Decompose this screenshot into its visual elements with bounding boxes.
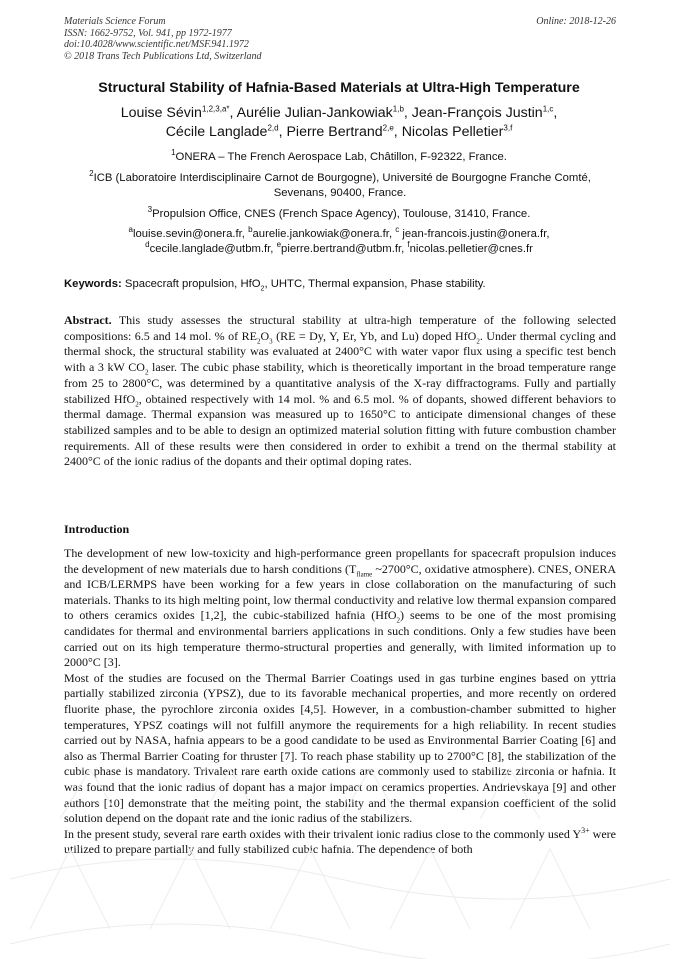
copyright-line: © 2018 Trans Tech Publications Ltd, Switzerland <box>64 50 262 62</box>
email[interactable]: jean-francois.justin@onera.fr, <box>399 228 550 240</box>
email-list: $^a$louise.sevin@onera.fr, $^b$aurelie.jankowiak@onera.fr, $^c$ jean-francois.justin@onera.fr, $^d$cecile.langlade@utbm.fr, $^e$pierre.bertrand@utbm.fr, $^f$nicolas.pelletier@cnes.fr <box>128 225 550 255</box>
abstract-label: Abstract. <box>64 313 112 327</box>
citation-block <box>64 16 262 62</box>
doi-line: doi:10.4028/www.scientific.net/MSF.941.1972 <box>64 39 249 50</box>
paragraph: Most of the studies are focused on the Thermal Barrier Coatings used in gas turbine engines based on yttria partially stabilized zirconia (YPSZ), due to its favorable mechanical properties, and more recently on ordered fluorite phase, the pyrochlore zirconia oxides [4,5]. However, in a combustion-chamber submitted to higher temperatures, YPSZ coatings will not fulfill anymore the requirements for a high reliability. In recent studies carried out by NASA, hafnia appears to be a good candidate to be used as Environmental Barrier Coating [6] and also as Thermal Barrier Coating for thruster [7]. To reach phase stability up to 2700°C [8], the stabilization of the cubic phase is mandatory. Trivalent rare earth oxide cations are commonly used to stabilize zirconia or hafnia. It was found that the ionic radius of dopant has a major impact on ceramics properties. Andrievskaya [9] and other authors [10] demonstrate that the melting point, the stability and the thermal expansion coefficient of the solid solution depend on the dopant rate and the ionic radius of the stabilizers. <box>64 670 616 826</box>
email[interactable]: louise.sevin@onera.fr, <box>132 228 249 240</box>
email[interactable]: aurelie.jankowiak@onera.fr, <box>252 228 396 240</box>
affiliation-3: $^3$Propulsion Office, CNES (French Space Agency), Toulouse, 31410, France. <box>147 205 531 220</box>
email[interactable]: cecile.langlade@utbm.fr, <box>149 243 277 255</box>
introduction-body <box>64 546 616 858</box>
author-list: Louise Sévin$^{1,2,3,a*}$, Aurélie Julian-Jankowiak$^{1,b}$, Jean-François Justin$^{1,c}$, Cécile Langlade$^{2,d}$, Pierre Bertrand$^{2,e}$, Nicolas Pelletier$^{3,f}$ <box>120 104 558 140</box>
email[interactable]: pierre.bertrand@utbm.fr, <box>281 243 408 255</box>
online-date: Online: 2018-12-26 <box>536 16 616 27</box>
author: Nicolas Pelletier <box>401 124 504 140</box>
abstract: Abstract. This study assesses the structural stability at ultra-high temperature of the following selected compositions: 6.5 and 14 mol. % of $RE_2O_3$ (RE = Dy, Y, Er, Yb, and Lu) doped HfO$_2$. Under thermal cycling and thermal shock, the structural stability was evaluated at 2400°C with water vapor flux using a specific test bench with a 3 kW $CO_2$ laser. The cubic phase stability, which is theoretically important in the broad temperature range from 25 to 2800°C, was determined by a quantitative analysis of the X-ray diffractograms. Fully and partially stabilized HfO$_2$, obtained respectively with 14 mol. % and 6.5 mol. % of dopants, showed different behaviors to thermal damage. Thermal expansion was measured up to 1650°C to anticipate dimensional changes of these stabilized samples and to be able to design an optimized material solution fitting with future combustion chamber requirements. All of these results were then considered in order to exhibit a trend on the thermal stability at 2400°C of the ionic radius of the dopants and their optimal doping rates. <box>64 313 616 469</box>
email[interactable]: nicolas.pelletier@cnes.fr <box>409 243 533 255</box>
author: Cécile Langlade <box>165 124 268 140</box>
journal-header <box>64 16 616 62</box>
author: Aurélie Julian-Jankowiak <box>236 105 393 121</box>
affiliation-1: $^1$ONERA – The French Aerospace Lab, Châtillon, F-92322, France. <box>171 148 507 163</box>
paragraph: In the present study, several rare earth oxides with their trivalent ionic radius close to the commonly used $Y^{3+}$ were utilized to prepare partially and fully stabilized cubic hafnia. The dependence of both <box>64 825 616 857</box>
keywords-label: Keywords: <box>64 278 122 290</box>
paper-title: Structural Stability of Hafnia-Based Materials at Ultra-High Temperature <box>98 80 580 96</box>
journal-name: Materials Science Forum <box>64 16 166 27</box>
paragraph: The development of new low-toxicity and high-performance green propellants for spacecraft propulsion induces the development of new materials due to harsh conditions ($T_{flame}$ ~2700°C, oxidative atmosphere). CNES, ONERA and ICB/LERMPS have been working for a few years in close collaboration on the manufacturing of such materials. Thanks to its high melting point, low thermal conductivity and relative low thermal expansion compared to others ceramics oxides [1,2], the cubic-stabilized hafnia (HfO$_2$) seems to be one of the most promising candidates for thermal and environmental barriers applications in such conditions. Only a few studies have been carried out on its high temperature thermo-structural properties and generally, with limited information up to 2000°C [3]. <box>64 546 616 670</box>
author: Louise Sévin <box>120 105 202 121</box>
author: Jean-François Justin <box>411 105 543 121</box>
author: Pierre Bertrand <box>286 124 383 140</box>
keywords: Keywords: Spacecraft propulsion, HfO$_2$, UHTC, Thermal expansion, Phase stability. <box>64 278 486 293</box>
affiliation-2: $^2$ICB (Laboratoire Interdisciplinaire Carnot de Bourgogne), Université de Bourgogne Franche Comté, Sevenans, 90400, France. <box>89 169 591 199</box>
section-heading: Introduction <box>64 522 130 536</box>
issn-line: ISSN: 1662-9752, Vol. 941, pp 1972-1977 <box>64 27 232 39</box>
